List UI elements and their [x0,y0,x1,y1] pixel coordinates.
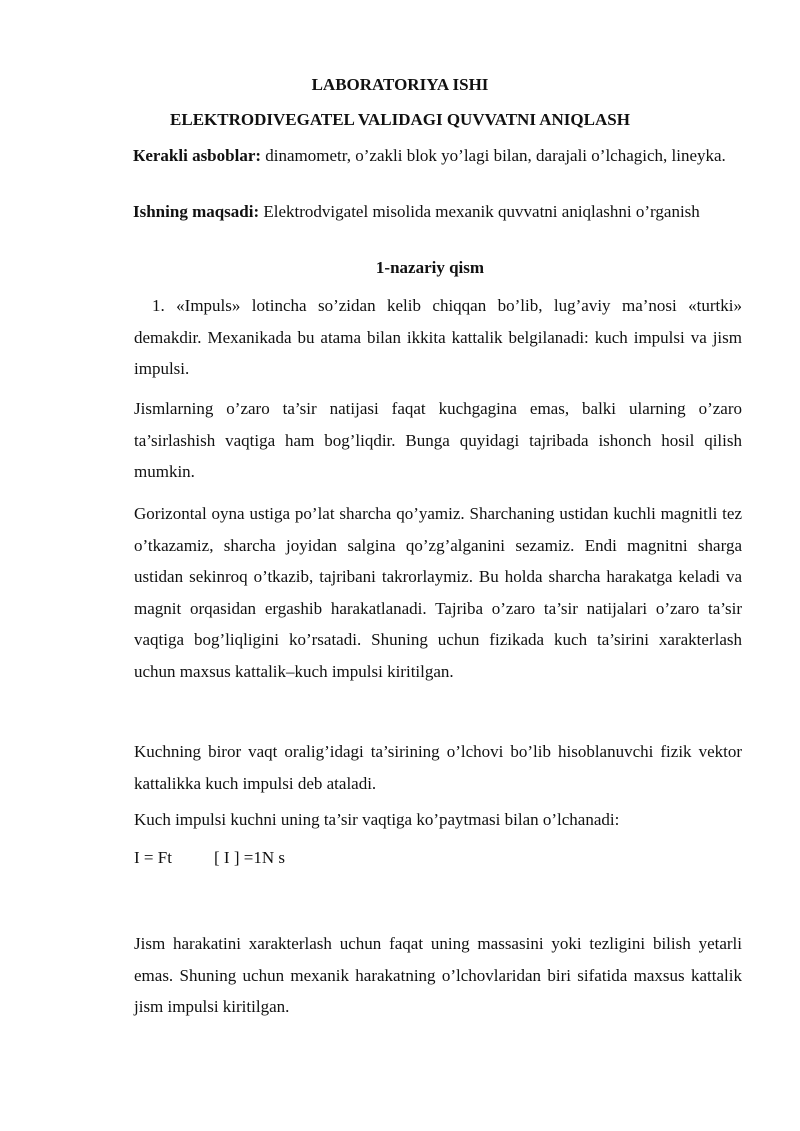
equipment-label: Кerakli asboblar: [133,146,262,165]
equipment-paragraph [115,142,742,169]
formula-line [134,846,285,870]
body-paragraph-3: Gorizontal oyna ustiga po’lat sharcha qo’yamiz. Sharchaning ustidan kuchli magnitli tez o’tkazamiz, sharcha joyidan salgina qo’zg’alganini sezamiz. Endi magnitni sharga ustidan sekinroq o’tkazib, tajribani takrorlaymiz. Bu holda sharcha harakatga keladi va magnit orqasidan ergashib harakatlanadi. Tajriba o’zaro ta’sir natijalari o’zaro ta’sir vaqtiga bog’liqligini ko’rsatadi. Shuning uchun fizikada kuch ta’sirini xarakterlash uchun maxsus kattalik–kuch impulsi kiritilgan. [134,504,742,681]
body-paragraph-5: Kuch impulsi kuchni uning ta’sir vaqtiga ko’paytmasi bilan o’lchanadi: [134,810,620,829]
body-paragraph-4: Kuchning biror vaqt oralig’idagi ta’sirining o’lchovi bo’lib hisoblanuvchi fizik vektor kattalikka kuch impulsi deb ataladi. [134,742,742,793]
purpose-paragraph [115,198,742,225]
formula-equation: I = Ft [134,848,172,867]
section-heading: 1-nazariy qism [375,258,485,277]
body-paragraph-1 [134,290,742,385]
formula-unit: [ I ] =1N s [214,848,285,867]
page-subtitle: ELEKTRODIVEGATEL VALIDAGI QUVVATNI ANIQLASH [170,110,630,129]
page-title: LABORATORIYA ISHI [311,75,489,94]
purpose-text: Elektrodvigatel misolida mexanik quvvatni aniqlashni o’rganish [259,202,700,221]
equipment-text: dinamometr, o’zakli blok yo’lagi bilan, darajali o’lchagich, lineyka. [261,146,726,165]
purpose-label: Ishning maqsadi: [133,202,260,221]
paragraph-text: 1. «Impuls» lotincha so’zidan kelib chiqqan bo’lib, lug’aviy ma’nosi «turtki» demakdir. Mexanikada bu atama bilan ikkita kattalik belgilanadi: kuch impulsi va jism impulsi. [134,296,742,378]
closing-paragraph: Jism harakatini xarakterlash uchun faqat uning massasini yoki tezligini bilish yetarli emas. Shuning uchun mexanik harakatning o’lchovlaridan biri sifatida maxsus kattalik jism impulsi kiritilgan. [134,934,742,1016]
body-paragraph-2: Jismlarning o’zaro ta’sir natijasi faqat kuchgagina emas, balki ularning o’zaro ta’sirlashish vaqtiga ham bog’liqdir. Bunga quyidagi tajribada ishonch hosil qilish mumkin. [134,399,742,481]
